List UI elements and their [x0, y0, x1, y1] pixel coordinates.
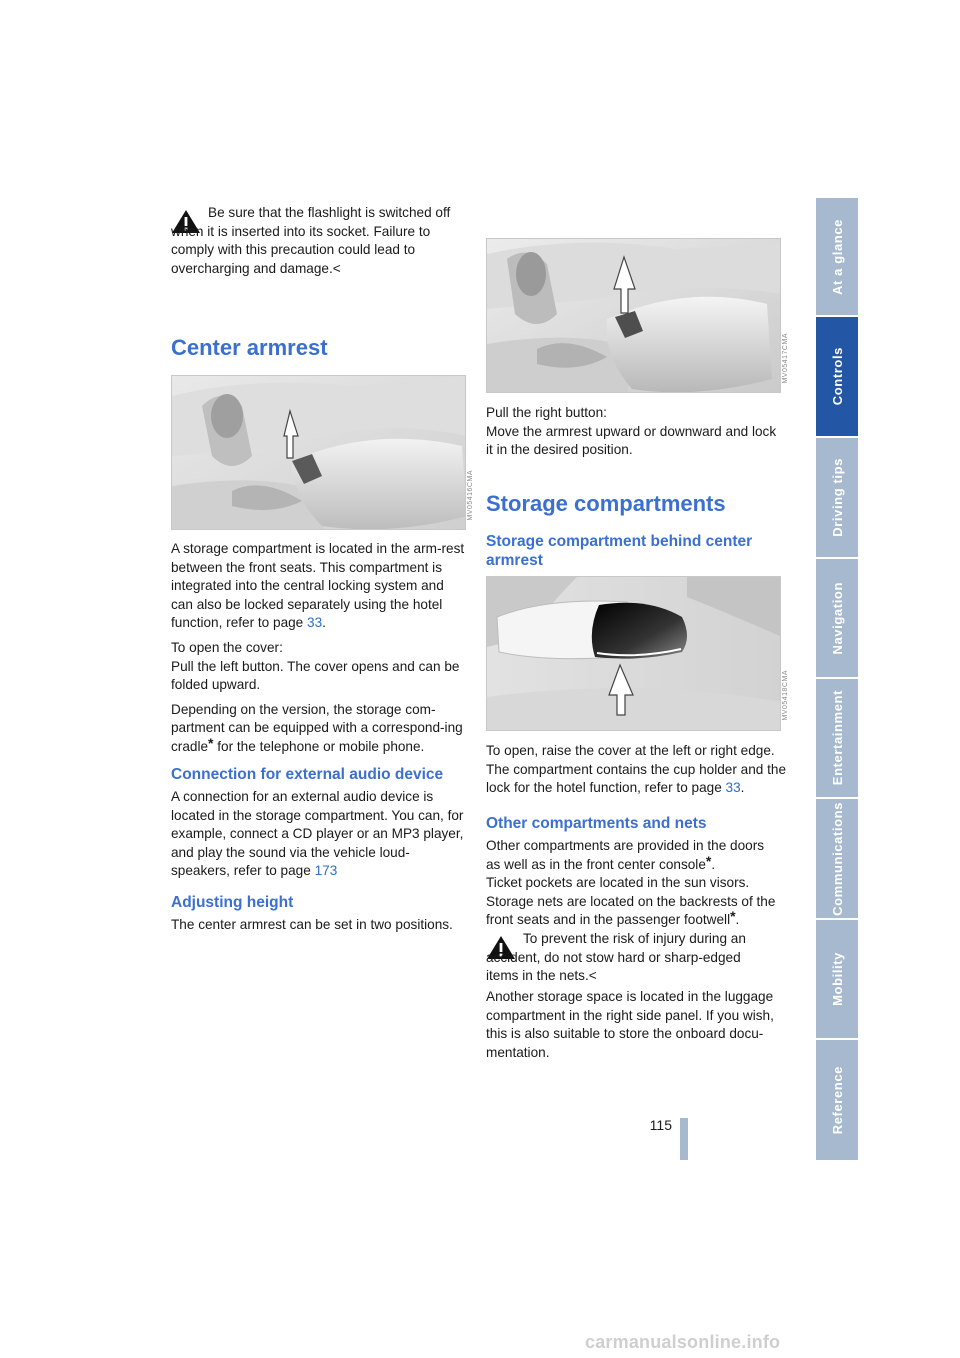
storage-photo: [486, 576, 781, 731]
other-body: Other compartments are provided in the doors as well as in the front center console*. Ticket pockets are located in the sun visors. Storage nets are located on the backrests of the front seats and in the passenger footwell*.: [486, 838, 776, 928]
heading-other-compartments: Other compartments and nets: [486, 815, 707, 832]
audio-body: A connection for an external audio device is located in the storage compartment. You can, for example, connect a CD player or an MP3 player, and play the sound via the vehicle loud-speakers, refer to page 173: [171, 789, 464, 879]
image-code: MV05418CMA: [782, 670, 789, 721]
page-link-33[interactable]: 33: [307, 615, 323, 631]
tab-entertainment[interactable]: Entertainment: [829, 690, 845, 786]
luggage-body: Another storage space is located in the luggage compartment in the right side panel. If you wish, this is also suitable to store the onboard docu-mentation.: [486, 989, 774, 1060]
height-body: The center armrest can be set in two positions.: [171, 917, 453, 932]
image-code: MV05417CMA: [782, 333, 789, 384]
page-number-bar: [680, 1118, 688, 1160]
pull-right-body: Pull the right button: Move the armrest upward or downward and lock it in the desired position.: [486, 405, 777, 458]
armrest-lift-photo: [486, 238, 781, 393]
tab-driving-tips[interactable]: Driving tips: [829, 458, 845, 537]
armrest-photo: [171, 375, 466, 530]
watermark: carmanualsonline.info: [585, 1332, 781, 1352]
image-code: MV05416CMA: [467, 470, 474, 521]
armrest-body: A storage compartment is located in the arm-rest between the front seats. This compartment is integrated into the central locking system and can also be locked separately using the hotel function, refer to page 33. To open the cover: Pull the left button. The cover opens and can be folded upward. Depending on the version, the storage com-partment can be equipped with a correspond-ing cradle* for the telephone or mobile phone.: [171, 541, 465, 754]
storage-body: To open, raise the cover at the left or right edge. The compartment contains the cup holder and the lock for the hotel function, refer to page 33.: [486, 743, 786, 796]
page-number: 115: [649, 1117, 672, 1133]
page-link-33-b[interactable]: 33: [725, 780, 741, 796]
heading-storage-behind-armrest: Storage compartment behind center armrest: [486, 533, 753, 569]
tab-at-a-glance[interactable]: At a glance: [829, 219, 845, 295]
tab-mobility[interactable]: Mobility: [829, 952, 845, 1006]
heading-center-armrest: Center armrest: [171, 335, 328, 360]
page-link-173[interactable]: 173: [314, 863, 338, 879]
tab-controls[interactable]: Controls: [816, 317, 858, 436]
tab-reference[interactable]: Reference: [829, 1065, 845, 1135]
tab-navigation[interactable]: Navigation: [829, 581, 845, 655]
warning-nets: To prevent the risk of injury during an accident, do not stow hard or sharp-edged items in the nets.<: [486, 931, 746, 984]
heading-audio: Connection for external audio device: [171, 766, 444, 783]
tab-communications[interactable]: Communications: [829, 801, 845, 916]
heading-adjusting-height: Adjusting height: [171, 894, 294, 911]
warning-flashlight: Be sure that the flashlight is switched off when it is inserted into its socket. Failure to comply with this precaution could lead to overcharging and damage.<: [171, 205, 451, 276]
heading-storage-compartments: Storage compartments: [486, 491, 726, 516]
